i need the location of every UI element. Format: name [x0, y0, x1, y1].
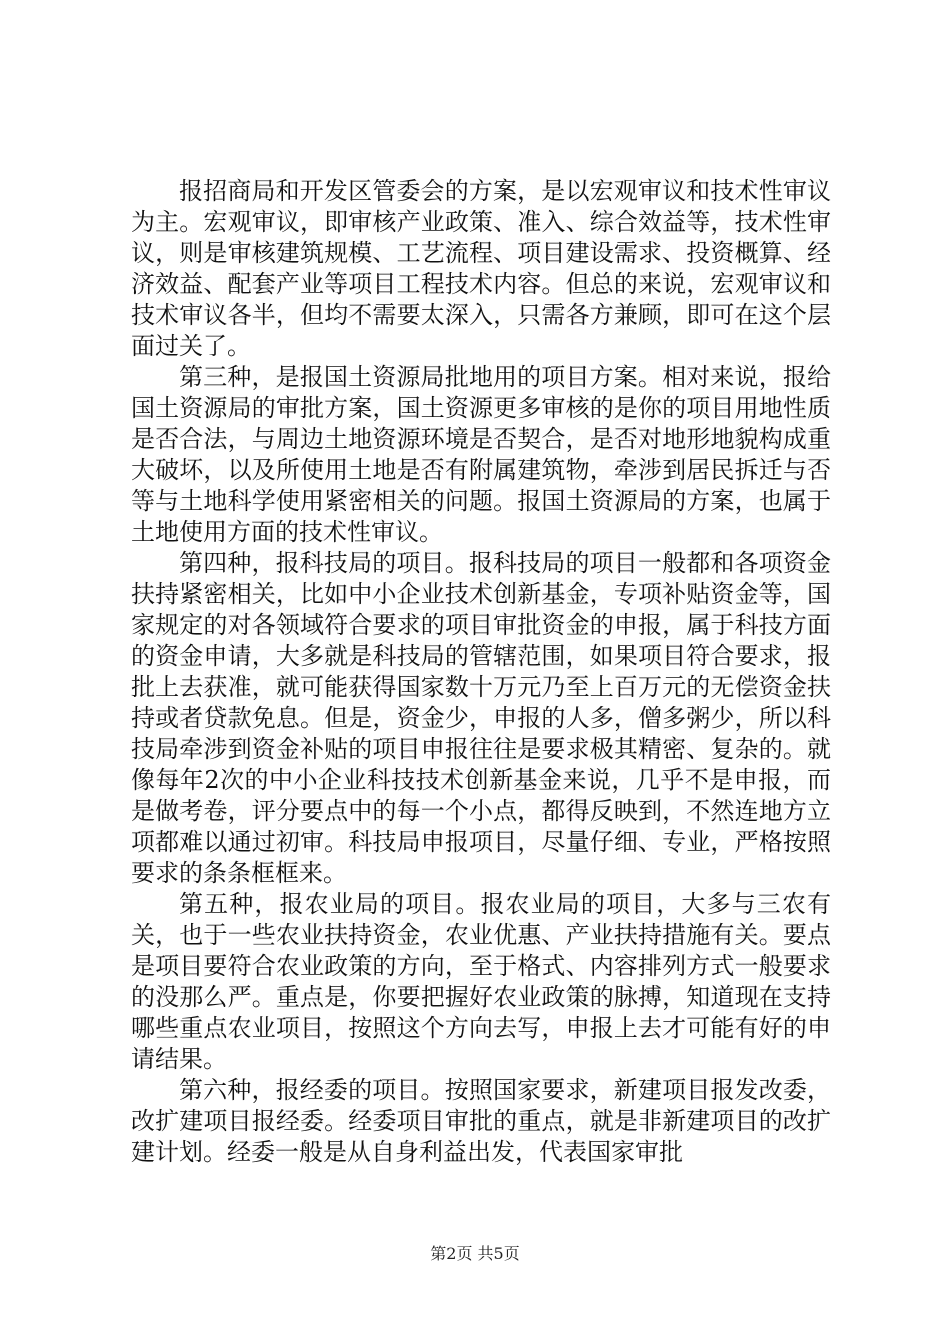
page-number-footer: 第2页 共5页 — [430, 1244, 520, 1263]
document-body — [131, 176, 831, 1168]
paragraph-5: 第六种，报经委的项目。按照国家要求，新建项目报发改委，改扩建项目报经委。经委项目审批的重点，就是非新建项目的改扩建计划。经委一般是从自身利益出发，代表国家审批 — [131, 1076, 831, 1166]
paragraph-1: 报招商局和开发区管委会的方案，是以宏观审议和技术性审议为主。宏观审议，即审核产业政策、准入、综合效益等，技术性审议，则是审核建筑规模、工艺流程、项目建设需求、投资概算、经济效益、配套产业等项目工程技术内容。但总的来说，宏观审议和技术审议各半，但均不需要太深入，只需各方兼顾，即可在这个层面过关了。 — [131, 177, 831, 360]
paragraph-2: 第三种，是报国土资源局批地用的项目方案。相对来说，报给国土资源局的审批方案，国土资源更多审核的是你的项目用地性质是否合法，与周边土地资源环境是否契合，是否对地形地貌构成重大破坏，以及所使用土地是否有附属建筑物，牵涉到居民拆迁与否等与土地科学使用紧密相关的问题。报国土资源局的方案，也属于土地使用方面的技术性审议。 — [131, 363, 831, 546]
paragraph-3: 第四种，报科技局的项目。报科技局的项目一般都和各项资金扶持紧密相关，比如中小企业技术创新基金，专项补贴资金等，国家规定的对各领域符合要求的项目审批资金的申报，属于科技方面的资金申请，大多就是科技局的管辖范围，如果项目符合要求，报批上去获准，就可能获得国家数十万元乃至上百万元的无偿资金扶持或者贷款免息。但是，资金少，申报的人多，僧多粥少，所以科技局牵涉到资金补贴的项目申报往往是要求极其精密、复杂的。就像每年2次的中小企业科技技术创新基金来说，几乎不是申报，而是做考卷，评分要点中的每一个小点，都得反映到，不然连地方立项都难以通过初审。科技局申报项目，尽量仔细、专业，严格按照要求的条条框框来。 — [131, 549, 831, 887]
paragraph-4: 第五种，报农业局的项目。报农业局的项目，大多与三农有关，也于一些农业扶持资金，农业优惠、产业扶持措施有关。要点是项目要符合农业政策的方向，至于格式、内容排列方式一般要求的没那么严。重点是，你要把握好农业政策的脉搏，知道现在支持哪些重点农业项目，按照这个方向去写，申报上去才可能有好的申请结果。 — [131, 890, 831, 1073]
